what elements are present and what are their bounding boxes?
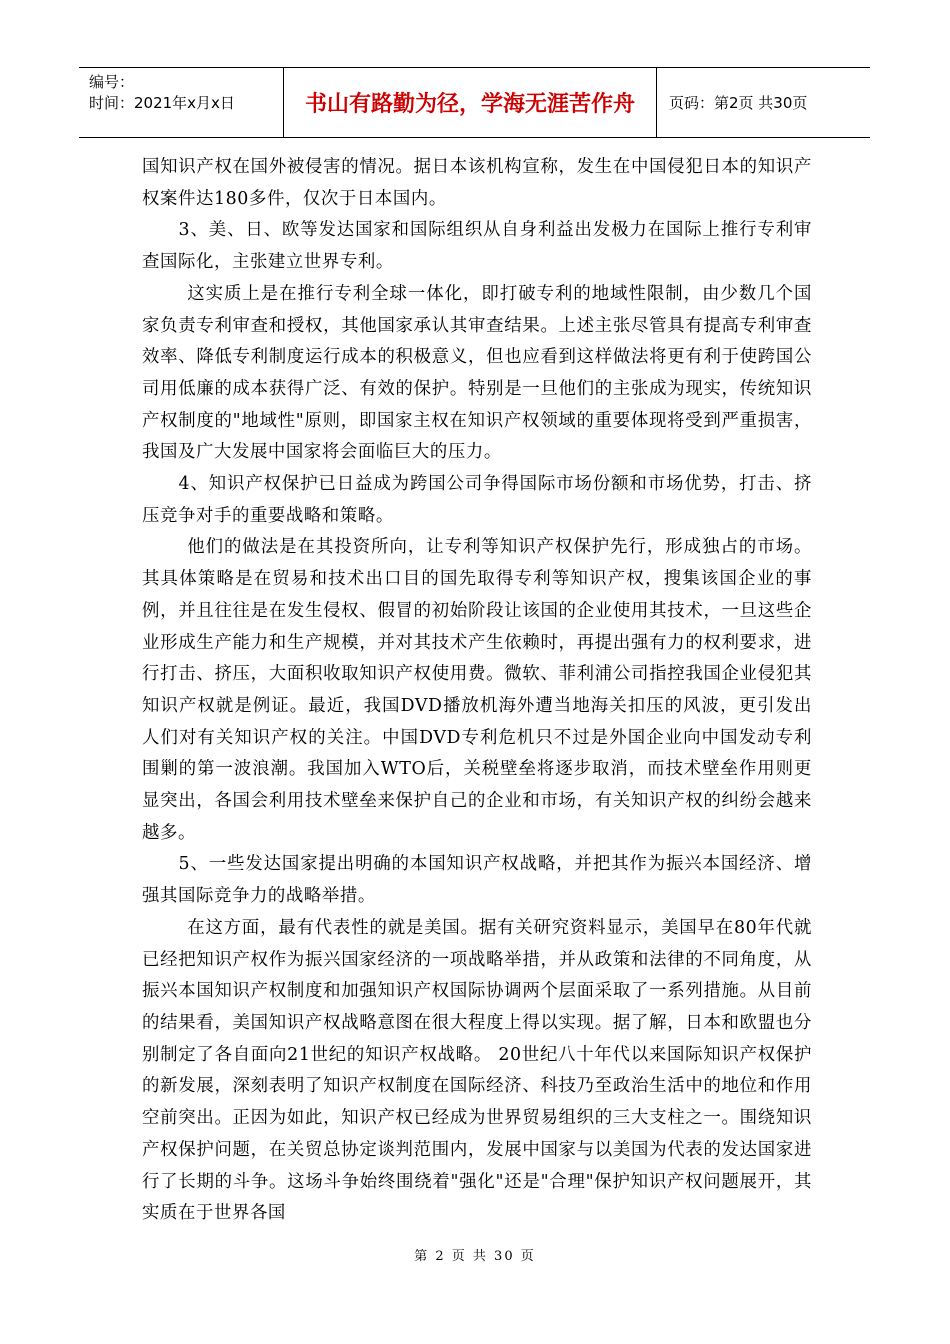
paragraph-7: 在这方面，最有代表性的就是美国。据有关研究资料显示，美国早在80年代就已经把知识产权作为振兴国家经济的一项战略举措，并从政策和法律的不同角度，从振兴本国知识产权制度和加强知识产权国际协调两个层面采取了一系列措施。从目前的结果看，美国知识产权战略意图在很大程度上得以实现。据了解，日本和欧盟也分别制定了各自面向21世纪的知识产权战略。 20世纪八十年代以来国际知识产权保护的新发展，深刻表明了知识产权制度在国际经济、科技乃至政治生活中的地位和作用空前突出。正因为如此，知识产权已经成为世界贸易组织的三大支柱之一。围绕知识产权保护问题，在关贸总协定谈判范围内，发展中国家与以美国为代表的发达国家进行了长期的斗争。这场斗争始终围绕着"强化"还是"合理"保护知识产权问题展开，其实质在于世界各国 — [142, 917, 812, 1224]
page-header — [79, 67, 870, 138]
header-info — [79, 68, 283, 137]
document-number-label: 编号： — [89, 73, 135, 91]
paragraph-2: 3、美、日、欧等发达国家和国际组织从自身利益出发极力在国际上推行专利审查国际化，主张建立世界专利。 — [142, 220, 812, 273]
header-motto: 书山有路勤为径，学海无涯苦作舟 — [283, 68, 657, 137]
paragraph-6: 5、一些发达国家提出明确的本国知识产权战略，并把其作为振兴本国经济、增强其国际竞争力的战略举措。 — [142, 854, 812, 907]
header-page-number: 页码：第2页 共30页 — [669, 94, 808, 112]
paragraph-1: 国知识产权在国外被侵害的情况。据日本该机构宣称，发生在中国侵犯日本的知识产权案件达180多件，仅次于日本国内。 — [142, 157, 812, 209]
paragraph-3: 这实质上是在推行专利全球一体化，即打破专利的地域性限制，由少数几个国家负责专利审查和授权，其他国家承认其审查结果。上述主张尽管具有提高专利审查效率、降低专利制度运行成本的积极意义，但也应看到这样做法将更有利于使跨国公司用低廉的成本获得广泛、有效的保护。特别是一旦他们的主张成为现实，传统知识产权制度的"地域性"原则，即国家主权在知识产权领域的重要体现将受到严重损害，我国及广大发展中国家将会面临巨大的压力。 — [142, 283, 812, 463]
page-footer: 第 2 页 共 30 页 — [414, 1249, 536, 1264]
paragraph-5: 他们的做法是在其投资所向，让专利等知识产权保护先行，形成独占的市场。其具体策略是在贸易和技术出口目的国先取得专利等知识产权，搜集该国企业的事例，并且往往是在发生侵权、假冒的初始阶段让该国的企业使用其技术，一旦这些企业形成生产能力和生产规模，并对其技术产生依赖时，再提出强有力的权利要求，进行打击、挤压，大面积收取知识产权使用费。微软、菲利浦公司指控我国企业侵犯其知识产权就是例证。最近，我国DVD播放机海外遭当地海关扣压的风波，更引发出人们对有关知识产权的关注。中国DVD专利危机只不过是外国企业向中国发动专利围剿的第一波浪潮。我国加入WTO后，关税壁垒将逐步取消，而技术壁垒作用则更显突出，各国会利用技术壁垒来保护自己的企业和市场，有关知识产权的纠纷会越来越多。 — [142, 537, 812, 843]
document-body — [142, 152, 812, 1230]
paragraph-4: 4、知识产权保护已日益成为跨国公司争得国际市场份额和市场优势，打击、挤压竞争对手的重要战略和策略。 — [142, 474, 812, 526]
document-date-label: 时间：2021年x月x日 — [89, 94, 235, 112]
